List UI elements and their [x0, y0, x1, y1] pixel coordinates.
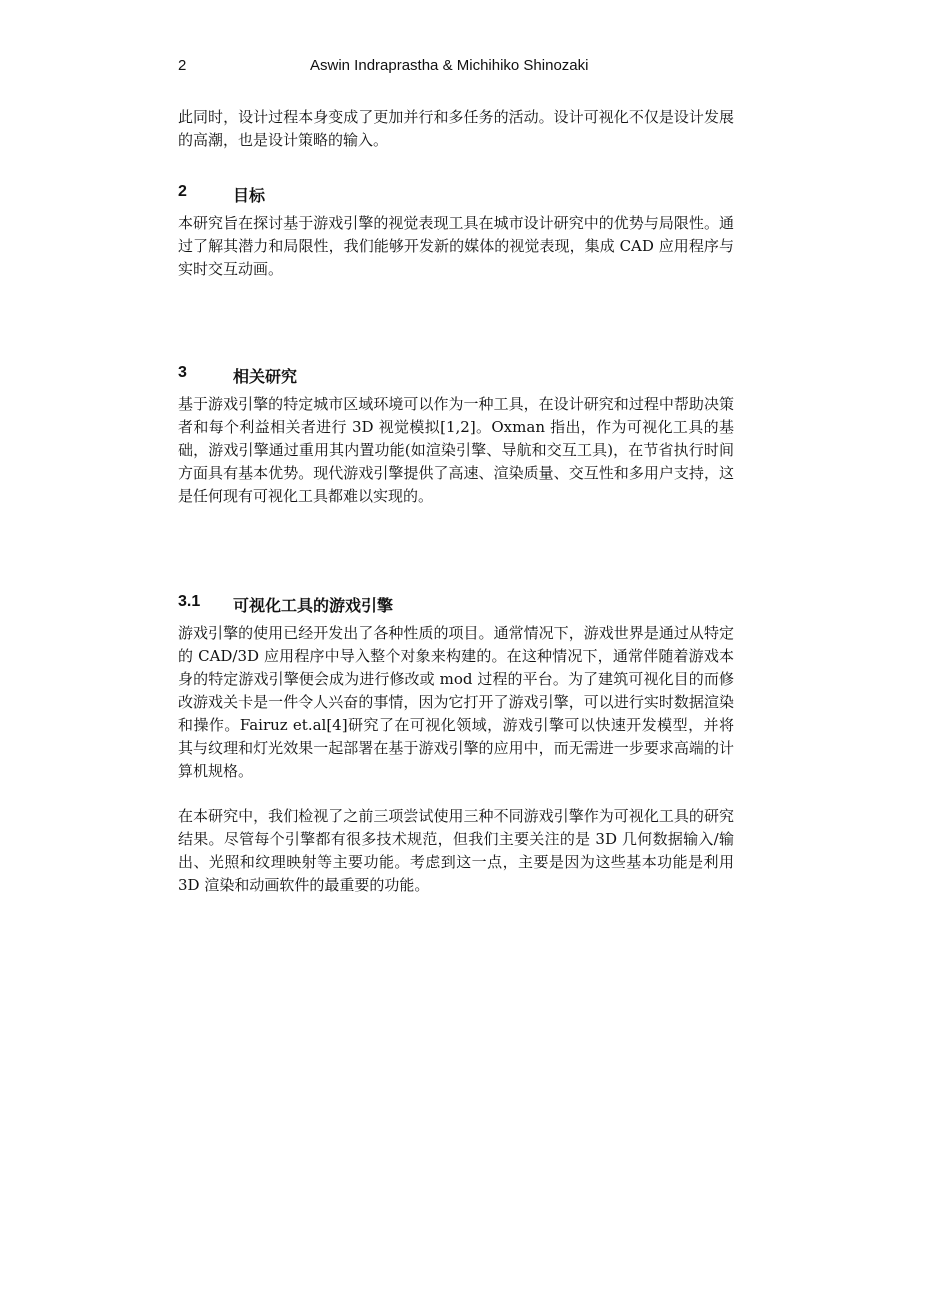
- intro-paragraph: 此同时，设计过程本身变成了更加并行和多任务的活动。设计可视化不仅是设计发展的高潮，也是设计策略的输入。: [178, 108, 734, 149]
- section-title: 目标: [233, 188, 266, 205]
- page-number: 2: [178, 57, 187, 74]
- section-heading-related-work: [178, 364, 734, 388]
- section-number: 3: [178, 364, 187, 381]
- subsection-heading-game-engine: [178, 593, 734, 617]
- related-work-paragraph: 基于游戏引擎的特定城市区域环境可以作为一种工具，在设计研究和过程中帮助决策者和每个利益相关者进行 3D 视觉模拟[1,2]。Oxman 指出，作为可视化工具的基础，游戏引擎通过重用其内置功能(如渲染引擎、导航和交互工具)，在节省执行时间方面具有基本优势。现代游戏引擎提供了高速、渲染质量、交互性和多用户支持，这是任何现有可视化工具都难以实现的。: [178, 395, 734, 505]
- running-header: [178, 57, 738, 81]
- game-engine-paragraph-1: 游戏引擎的使用已经开发出了各种性质的项目。通常情况下，游戏世界是通过从特定的 CAD/3D 应用程序中导入整个对象来构建的。在这种情况下，通常伴随着游戏本身的特定游戏引擎便会成为进行修改或 mod 过程的平台。为了建筑可视化目的而修改游戏关卡是一件令人兴奋的事情，因为它打开了游戏引擎，可以进行实时数据渲染和操作。Fairuz et.al[4]研究了在可视化领域，游戏引擎可以快速开发模型，并将其与纹理和灯光效果一起部署在基于游戏引擎的应用中，而无需进一步要求高端的计算机规格。: [178, 624, 734, 780]
- game-engine-paragraph-2: 在本研究中，我们检视了之前三项尝试使用三种不同游戏引擎作为可视化工具的研究结果。尽管每个引擎都有很多技术规范，但我们主要关注的是 3D 几何数据输入/输出、光照和纹理映射等主要功能。考虑到这一点，主要是因为这些基本功能是利用 3D 渲染和动画软件的最重要的功能。: [178, 807, 734, 894]
- subsection-title: 可视化工具的游戏引擎: [233, 598, 394, 615]
- running-title: Aswin Indraprastha & Michihiko Shinozaki: [310, 57, 589, 74]
- section-heading-goals: [178, 183, 734, 207]
- subsection-number: 3.1: [178, 593, 201, 610]
- goals-paragraph: 本研究旨在探讨基于游戏引擎的视觉表现工具在城市设计研究中的优势与局限性。通过了解其潜力和局限性，我们能够开发新的媒体的视觉表现，集成 CAD 应用程序与实时交互动画。: [178, 214, 734, 278]
- section-title: 相关研究: [233, 369, 298, 386]
- section-number: 2: [178, 183, 187, 200]
